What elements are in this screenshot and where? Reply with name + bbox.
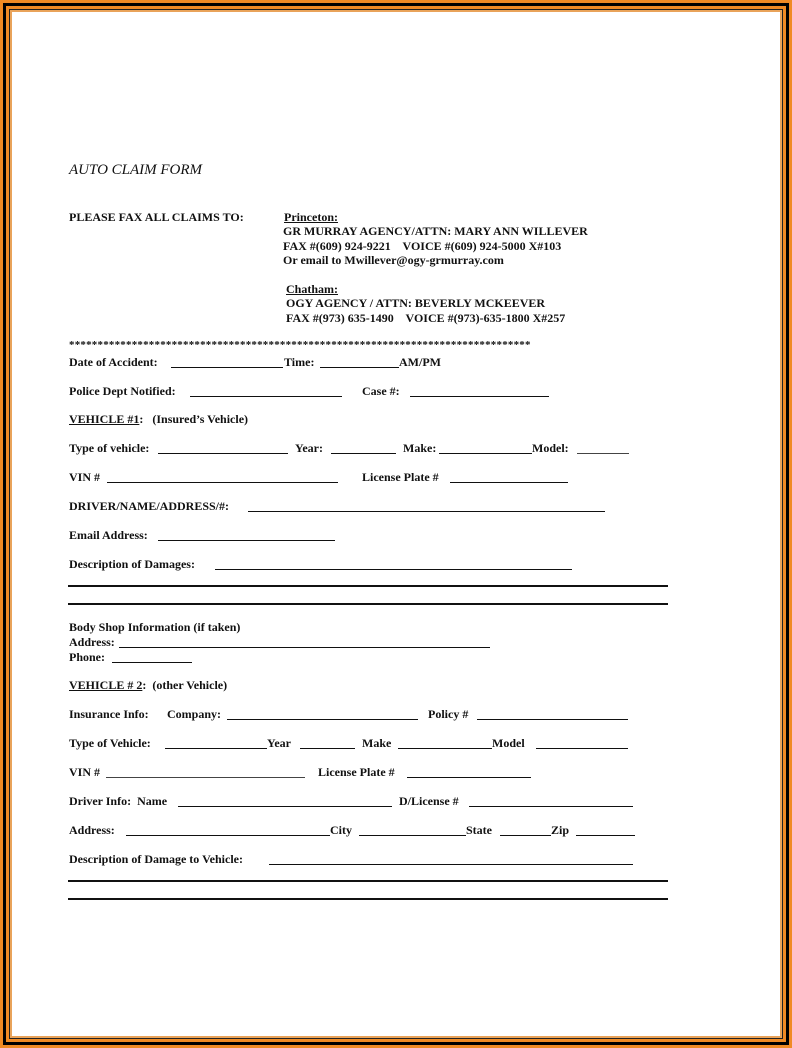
- vehicle2-subtitle: : (other Vehicle): [142, 678, 228, 692]
- v1-year-field[interactable]: [331, 441, 396, 454]
- body-shop-address-field[interactable]: [119, 635, 490, 648]
- v1-damages-line[interactable]: [68, 585, 668, 587]
- v2-driver-field[interactable]: [178, 794, 392, 807]
- v2-damage-line[interactable]: [68, 880, 668, 882]
- vehicle2-title: VEHICLE # 2: [69, 678, 143, 692]
- v2-company-field[interactable]: [227, 707, 418, 720]
- v2-zip-label: Zip: [551, 823, 570, 837]
- v2-city-field[interactable]: [359, 823, 466, 836]
- v2-type-label: Type of Vehicle:: [69, 736, 151, 750]
- body-shop-heading: Body Shop Information (if taken): [69, 620, 241, 634]
- v2-address-field[interactable]: [126, 823, 330, 836]
- v2-year-label: Year: [267, 736, 291, 750]
- date-label: Date of Accident:: [69, 355, 158, 369]
- chatham-phone: FAX #(973) 635-1490 VOICE #(973)-635-1800 X#257: [286, 311, 566, 325]
- v2-policy-label: Policy #: [428, 707, 469, 721]
- v2-damage-line[interactable]: [68, 898, 668, 900]
- v2-insurance-label: Insurance Info:: [69, 707, 149, 721]
- case-label: Case #:: [362, 384, 400, 398]
- v1-year-label: Year:: [295, 441, 323, 455]
- chatham-agency: OGY AGENCY / ATTN: BEVERLY MCKEEVER: [286, 296, 546, 310]
- body-shop-address-label: Address:: [69, 635, 115, 649]
- v2-plate-label: License Plate #: [318, 765, 395, 779]
- v2-make-label: Make: [362, 736, 392, 750]
- v2-policy-field[interactable]: [477, 707, 628, 720]
- v2-model-label: Model: [492, 736, 525, 750]
- body-shop-phone-label: Phone:: [69, 650, 105, 664]
- v1-vin-field[interactable]: [107, 470, 338, 483]
- v2-damage-field[interactable]: [269, 852, 633, 865]
- princeton-email: Or email to Mwillever@ogy-grmurray.com: [283, 253, 504, 267]
- time-field[interactable]: [320, 355, 399, 368]
- princeton-phone: FAX #(609) 924-9221 VOICE #(609) 924-5000 X#103: [283, 239, 562, 253]
- v2-dlicense-label: D/License #: [399, 794, 459, 808]
- v2-city-label: City: [330, 823, 352, 837]
- chatham-heading: Chatham:: [286, 282, 339, 296]
- v1-damages-line[interactable]: [68, 603, 668, 605]
- v2-state-field[interactable]: [500, 823, 551, 836]
- ampm-label: AM/PM: [399, 355, 441, 369]
- v1-email-field[interactable]: [158, 528, 335, 541]
- police-field[interactable]: [190, 384, 342, 397]
- v1-make-field[interactable]: [439, 441, 532, 454]
- v2-make-field[interactable]: [398, 736, 492, 749]
- fax-instruction: PLEASE FAX ALL CLAIMS TO:: [69, 210, 244, 224]
- v2-zip-field[interactable]: [576, 823, 635, 836]
- v2-company-label: Company:: [167, 707, 222, 721]
- v1-damages-label: Description of Damages:: [69, 557, 195, 571]
- v1-email-label: Email Address:: [69, 528, 148, 542]
- v1-damages-field[interactable]: [215, 557, 572, 570]
- v2-driver-label: Driver Info: Name: [69, 794, 168, 808]
- v1-model-label: Model:: [532, 441, 569, 455]
- v1-vin-label: VIN #: [69, 470, 101, 484]
- princeton-agency: GR MURRAY AGENCY/ATTN: MARY ANN WILLEVER: [283, 224, 588, 238]
- v1-make-label: Make:: [403, 441, 437, 455]
- v2-damage-label: Description of Damage to Vehicle:: [69, 852, 243, 866]
- separator: *********************************************************************************: [69, 339, 531, 351]
- v2-plate-field[interactable]: [407, 765, 531, 778]
- vehicle2-heading: [69, 678, 227, 692]
- v1-type-field[interactable]: [158, 441, 288, 454]
- vehicle1-title: VEHICLE #1: [69, 412, 140, 426]
- v1-model-field[interactable]: [577, 441, 629, 454]
- vehicle1-subtitle: : (Insured’s Vehicle): [139, 412, 249, 426]
- vehicle1-heading: [69, 412, 248, 426]
- form-title: AUTO CLAIM FORM: [69, 162, 203, 178]
- v2-dlicense-field[interactable]: [469, 794, 633, 807]
- case-field[interactable]: [410, 384, 549, 397]
- v2-state-label: State: [466, 823, 492, 837]
- v2-type-field[interactable]: [165, 736, 267, 749]
- v2-vin-field[interactable]: [106, 765, 305, 778]
- v2-year-field[interactable]: [300, 736, 355, 749]
- date-field[interactable]: [171, 355, 283, 368]
- body-shop-phone-field[interactable]: [112, 650, 192, 663]
- time-label: Time:: [284, 355, 315, 369]
- v2-model-field[interactable]: [536, 736, 628, 749]
- v1-driver-label: DRIVER/NAME/ADDRESS/#:: [69, 499, 230, 513]
- v2-vin-label: VIN #: [69, 765, 101, 779]
- v1-plate-label: License Plate #: [362, 470, 439, 484]
- v1-type-label: Type of vehicle:: [69, 441, 150, 455]
- v1-plate-field[interactable]: [450, 470, 568, 483]
- v1-driver-field[interactable]: [248, 499, 605, 512]
- v2-address-label: Address:: [69, 823, 115, 837]
- princeton-heading: Princeton:: [284, 210, 338, 224]
- police-label: Police Dept Notified:: [69, 384, 176, 398]
